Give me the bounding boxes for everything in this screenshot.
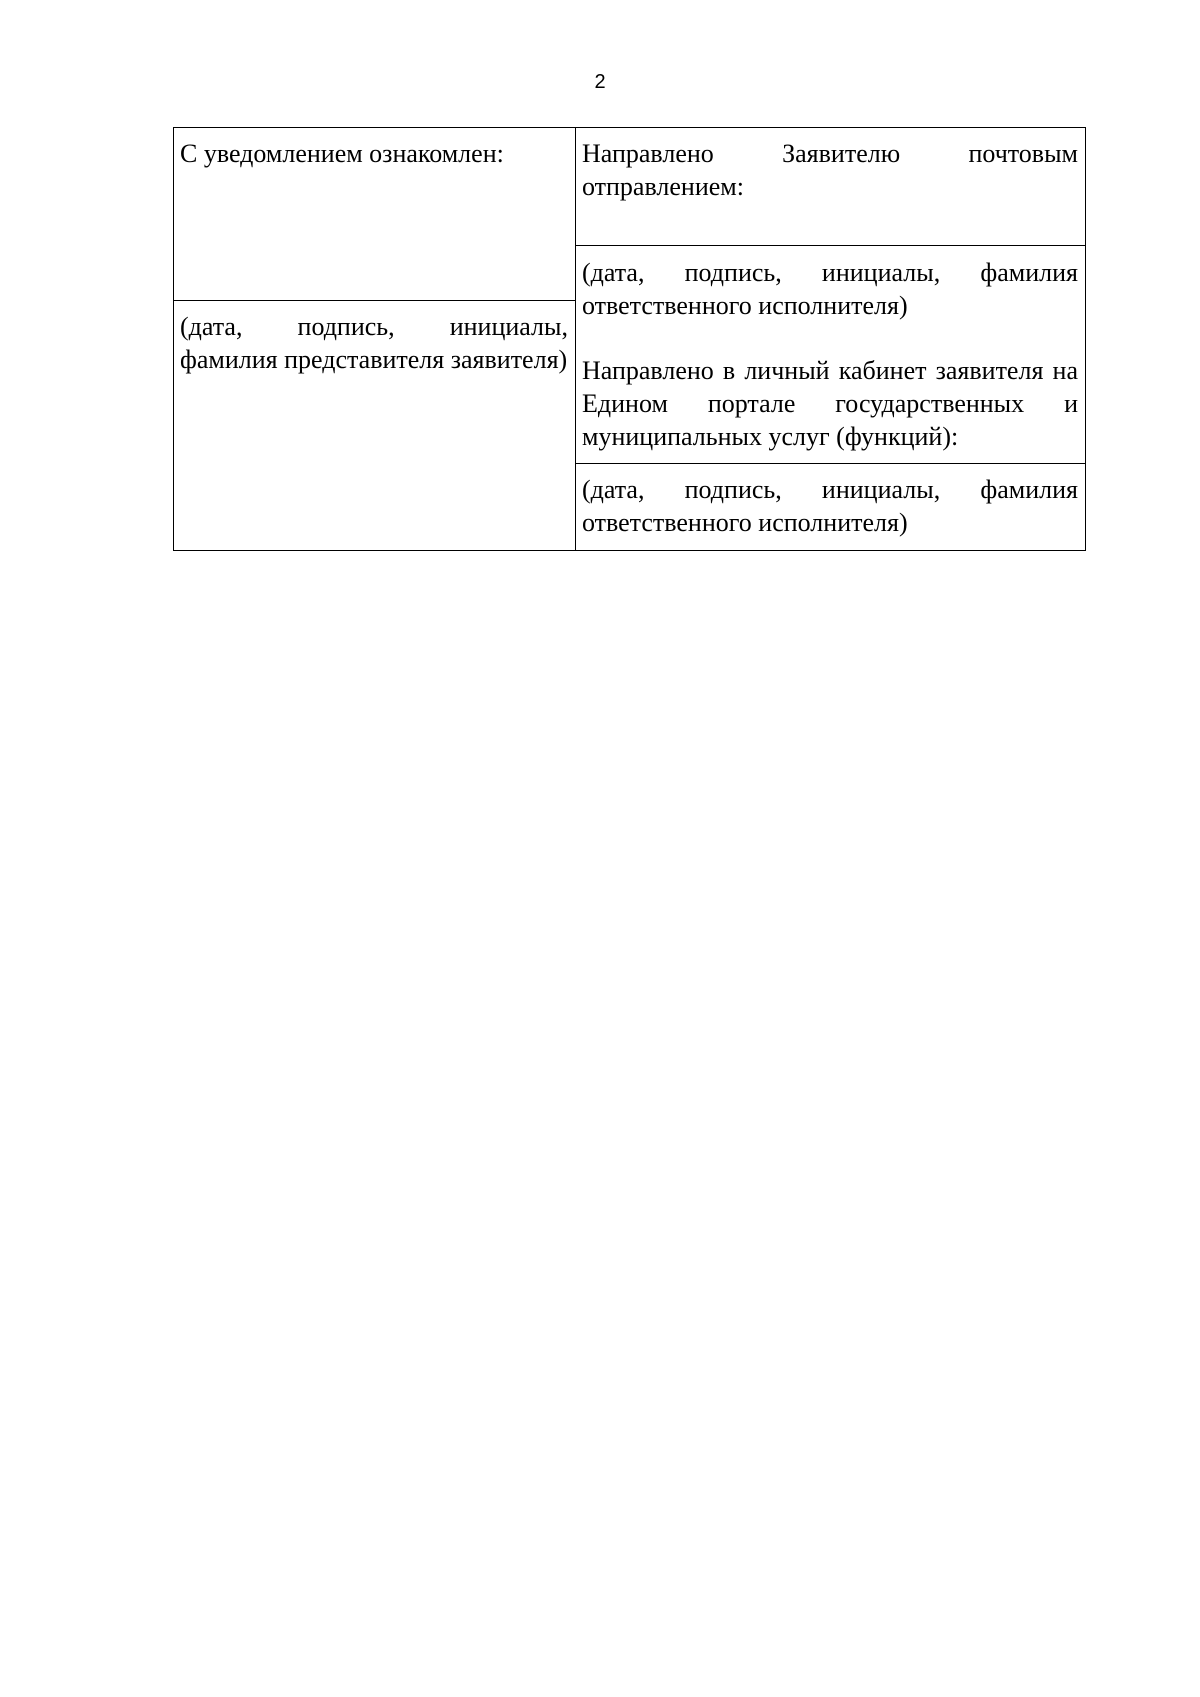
- notification-form-table: [173, 127, 1086, 551]
- acknowledged-label: С уведомлением ознакомлен:: [180, 139, 504, 168]
- sent-by-mail-label: Направлено Заявителю почтовым отправлением:: [582, 139, 1078, 201]
- left-row-divider: [174, 300, 575, 301]
- portal-executor-signature-caption: (дата, подпись, инициалы, фамилия ответственного исполнителя): [582, 475, 1078, 537]
- right-row-divider-portal: [575, 463, 1085, 464]
- column-divider: [575, 128, 576, 550]
- sent-to-portal-label: Направлено в личный кабинет заявителя на Едином портале государственных и муниципальных услуг (функций):: [582, 356, 1078, 451]
- mail-executor-signature-caption: (дата, подпись, инициалы, фамилия ответственного исполнителя): [582, 258, 1078, 320]
- right-row-divider-mail: [575, 245, 1085, 246]
- page-number: 2: [594, 71, 606, 93]
- applicant-signature-caption: (дата, подпись, инициалы, фамилия представителя заявителя): [180, 312, 568, 374]
